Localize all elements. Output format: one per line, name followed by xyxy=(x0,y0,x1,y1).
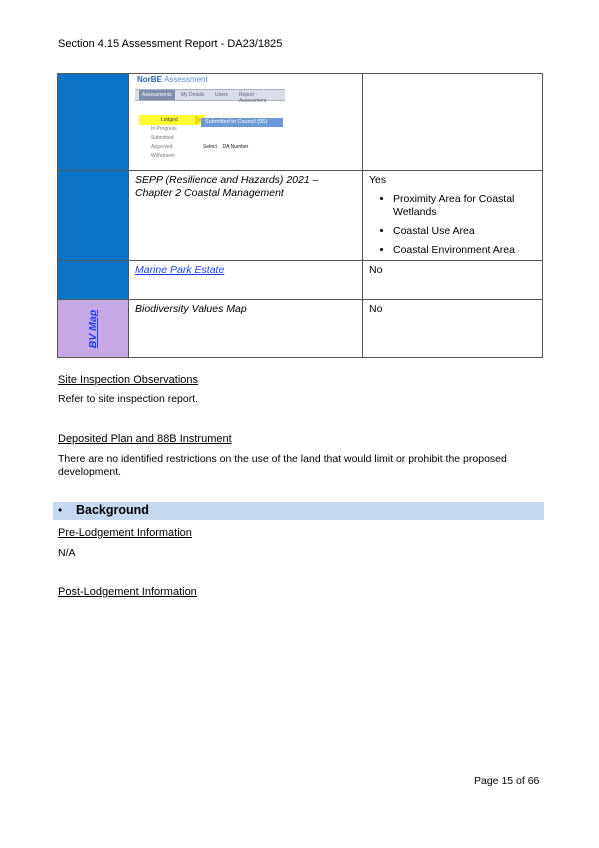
norbe-select-label: Select DA Number xyxy=(203,144,249,150)
table-row xyxy=(58,171,543,261)
table-row xyxy=(58,261,543,300)
table-row xyxy=(58,74,543,171)
item-cell: SEPP (Resilience and Hazards) 2021 – Chapter 2 Coastal Management xyxy=(129,171,363,261)
norbe-logo: NorBE Assessment xyxy=(137,75,208,84)
norbe-status: Approved xyxy=(151,144,173,150)
category-cell xyxy=(58,261,129,300)
category-cell xyxy=(58,74,129,171)
answer-cell xyxy=(363,261,543,300)
site-inspection-heading: Site Inspection Observations xyxy=(58,374,199,386)
pre-lodgement-heading: Pre-Lodgement Information xyxy=(58,527,192,539)
submitted-button: Submitted to Council (55) xyxy=(201,118,283,127)
bv-map-cell xyxy=(58,300,129,358)
bv-map-link[interactable]: BV Map xyxy=(87,309,99,348)
bullet-icon: • xyxy=(58,503,63,517)
item-cell xyxy=(129,261,363,300)
norbe-status: Lodged xyxy=(161,117,178,123)
requirements-table xyxy=(57,73,543,358)
list-item: • Coastal Use Area xyxy=(393,225,536,238)
answer-cell xyxy=(363,300,543,358)
page-header: Section 4.15 Assessment Report - DA23/1825 xyxy=(58,38,283,50)
list-item: • Coastal Environment Area xyxy=(393,244,536,257)
category-cell xyxy=(58,171,129,261)
page-number: Page 15 of 66 xyxy=(474,775,540,787)
background-heading-bar xyxy=(53,502,544,520)
deposited-plan-heading: Deposited Plan and 88B Instrument xyxy=(58,433,232,445)
answer-text: No xyxy=(369,264,383,276)
deposited-plan-text: There are no identified restrictions on the use of the land that would limit or prohibit the proposed development. xyxy=(58,453,507,478)
norbe-screenshot-cell xyxy=(129,74,363,171)
norbe-tabbar xyxy=(135,89,285,104)
post-lodgement-heading: Post-Lodgement Information xyxy=(58,586,197,598)
answer-cell xyxy=(363,171,543,261)
norbe-tab: Users xyxy=(215,92,229,98)
list-item: • Proximity Area for Coastal Wetlands xyxy=(393,193,536,219)
norbe-tab: Report - Assessment xyxy=(239,92,267,104)
norbe-status: In Progress xyxy=(151,126,177,132)
answer-text: No xyxy=(369,303,383,315)
norbe-screenshot xyxy=(135,75,285,163)
norbe-tab: Assessments xyxy=(139,90,175,100)
answer-text: Yes xyxy=(369,174,387,186)
norbe-status: Withdrawn xyxy=(151,153,175,159)
bullet-list xyxy=(369,193,536,257)
background-heading: Background xyxy=(76,503,149,517)
marine-park-estate-link[interactable]: Marine Park Estate xyxy=(135,264,225,276)
site-inspection-text: Refer to site inspection report. xyxy=(58,393,199,405)
item-cell: Biodiversity Values Map xyxy=(129,300,363,358)
table-row xyxy=(58,300,543,358)
norbe-tab: My Details xyxy=(181,92,205,98)
pre-lodgement-text: N/A xyxy=(58,547,76,559)
answer-cell xyxy=(363,74,543,171)
norbe-status: Submitted xyxy=(151,135,174,141)
